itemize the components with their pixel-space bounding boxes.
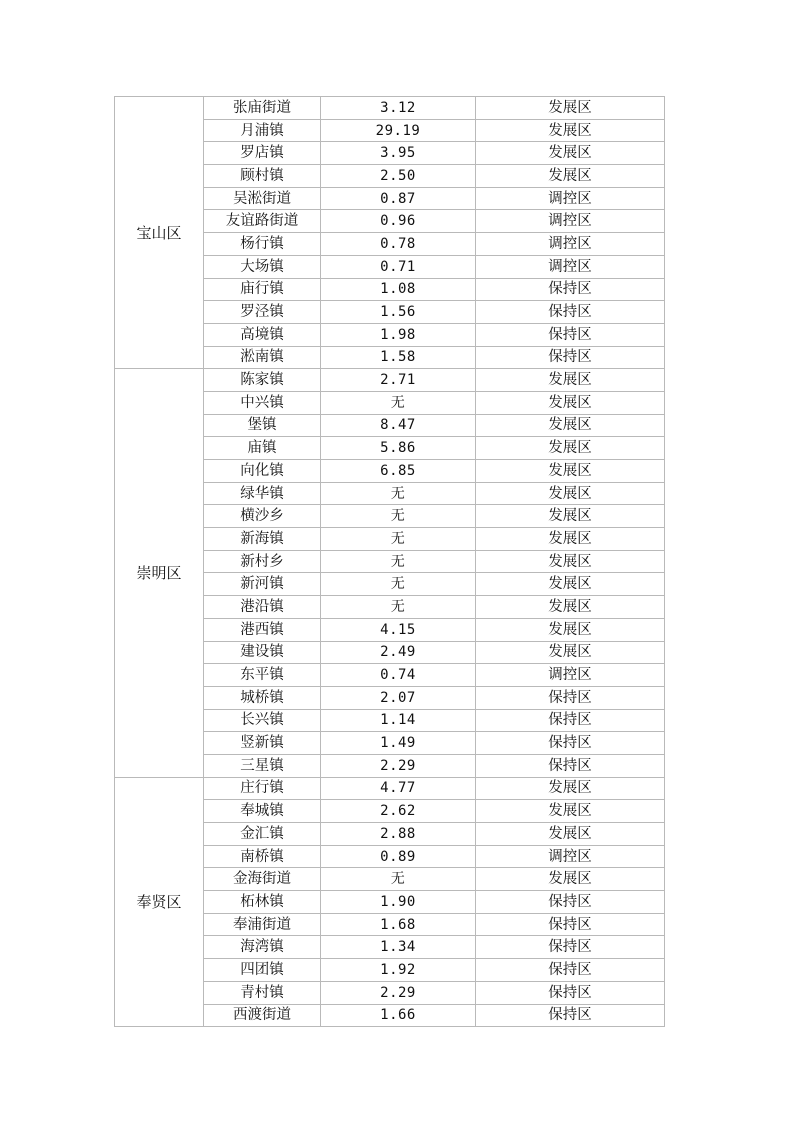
town-name-cell: 罗泾镇 [204,301,321,324]
table-body [115,97,665,1027]
value-cell: 2.50 [321,165,476,188]
zone-type-cell: 发展区 [476,505,665,528]
zone-type-cell: 保持区 [476,278,665,301]
zone-type-cell: 发展区 [476,97,665,120]
value-cell: 1.34 [321,936,476,959]
zone-type-cell: 发展区 [476,573,665,596]
town-name-cell: 新河镇 [204,573,321,596]
value-cell: 2.07 [321,686,476,709]
table-row [115,97,665,120]
value-cell: 3.95 [321,142,476,165]
town-name-cell: 月浦镇 [204,119,321,142]
value-cell: 无 [321,505,476,528]
town-name-cell: 城桥镇 [204,686,321,709]
value-cell: 3.12 [321,97,476,120]
town-name-cell: 柘林镇 [204,891,321,914]
town-name-cell: 庙镇 [204,437,321,460]
zone-type-cell: 发展区 [476,596,665,619]
town-name-cell: 建设镇 [204,641,321,664]
value-cell: 2.71 [321,369,476,392]
value-cell: 无 [321,868,476,891]
zone-type-cell: 保持区 [476,346,665,369]
district-name-cell: 崇明区 [115,369,204,777]
zone-type-cell: 调控区 [476,233,665,256]
value-cell: 0.71 [321,255,476,278]
town-name-cell: 金海街道 [204,868,321,891]
value-cell: 1.90 [321,891,476,914]
town-name-cell: 三星镇 [204,754,321,777]
town-name-cell: 长兴镇 [204,709,321,732]
town-name-cell: 陈家镇 [204,369,321,392]
value-cell: 6.85 [321,460,476,483]
town-name-cell: 四团镇 [204,959,321,982]
zone-type-cell: 保持区 [476,891,665,914]
table-row [115,369,665,392]
value-cell: 2.29 [321,754,476,777]
town-name-cell: 港沿镇 [204,596,321,619]
district-name-cell: 奉贤区 [115,777,204,1027]
zone-type-cell: 发展区 [476,550,665,573]
zone-type-cell: 发展区 [476,482,665,505]
value-cell: 无 [321,482,476,505]
zone-type-cell: 保持区 [476,709,665,732]
zone-type-cell: 发展区 [476,618,665,641]
town-name-cell: 吴淞街道 [204,187,321,210]
value-cell: 2.62 [321,800,476,823]
zone-type-cell: 发展区 [476,528,665,551]
value-cell: 1.08 [321,278,476,301]
zone-type-cell: 保持区 [476,301,665,324]
value-cell: 无 [321,596,476,619]
zone-type-cell: 保持区 [476,913,665,936]
town-name-cell: 海湾镇 [204,936,321,959]
value-cell: 无 [321,550,476,573]
town-name-cell: 高境镇 [204,323,321,346]
district-name-cell: 宝山区 [115,97,204,369]
value-cell: 0.74 [321,664,476,687]
town-name-cell: 青村镇 [204,981,321,1004]
zone-type-cell: 发展区 [476,165,665,188]
value-cell: 2.88 [321,823,476,846]
value-cell: 1.68 [321,913,476,936]
value-cell: 4.77 [321,777,476,800]
town-name-cell: 杨行镇 [204,233,321,256]
value-cell: 2.49 [321,641,476,664]
town-name-cell: 西渡街道 [204,1004,321,1027]
zone-type-cell: 发展区 [476,414,665,437]
zone-type-cell: 保持区 [476,936,665,959]
zone-type-cell: 调控区 [476,255,665,278]
town-name-cell: 新村乡 [204,550,321,573]
town-name-cell: 竖新镇 [204,732,321,755]
zone-type-cell: 保持区 [476,732,665,755]
town-name-cell: 新海镇 [204,528,321,551]
town-name-cell: 庄行镇 [204,777,321,800]
town-name-cell: 顾村镇 [204,165,321,188]
town-name-cell: 中兴镇 [204,391,321,414]
town-name-cell: 张庙街道 [204,97,321,120]
zone-type-cell: 保持区 [476,1004,665,1027]
town-name-cell: 横沙乡 [204,505,321,528]
zone-type-cell: 调控区 [476,210,665,233]
value-cell: 0.96 [321,210,476,233]
town-name-cell: 东平镇 [204,664,321,687]
value-cell: 29.19 [321,119,476,142]
table-row [115,777,665,800]
value-cell: 1.14 [321,709,476,732]
zone-type-cell: 发展区 [476,119,665,142]
value-cell: 1.92 [321,959,476,982]
town-name-cell: 堡镇 [204,414,321,437]
value-cell: 0.89 [321,845,476,868]
zone-type-cell: 发展区 [476,777,665,800]
zone-type-cell: 发展区 [476,437,665,460]
value-cell: 1.98 [321,323,476,346]
zone-type-cell: 保持区 [476,323,665,346]
zone-type-cell: 发展区 [476,823,665,846]
district-town-table [114,96,665,1027]
zone-type-cell: 保持区 [476,686,665,709]
zone-type-cell: 发展区 [476,142,665,165]
zone-type-cell: 保持区 [476,959,665,982]
value-cell: 1.56 [321,301,476,324]
town-name-cell: 奉城镇 [204,800,321,823]
town-name-cell: 南桥镇 [204,845,321,868]
zone-type-cell: 发展区 [476,641,665,664]
zone-type-cell: 调控区 [476,187,665,210]
value-cell: 4.15 [321,618,476,641]
zone-type-cell: 发展区 [476,460,665,483]
value-cell: 8.47 [321,414,476,437]
town-name-cell: 金汇镇 [204,823,321,846]
zone-type-cell: 保持区 [476,981,665,1004]
value-cell: 0.78 [321,233,476,256]
zone-type-cell: 调控区 [476,664,665,687]
value-cell: 2.29 [321,981,476,1004]
town-name-cell: 向化镇 [204,460,321,483]
town-name-cell: 港西镇 [204,618,321,641]
zone-type-cell: 发展区 [476,800,665,823]
value-cell: 无 [321,573,476,596]
zone-type-cell: 发展区 [476,369,665,392]
town-name-cell: 大场镇 [204,255,321,278]
town-name-cell: 奉浦街道 [204,913,321,936]
town-name-cell: 罗店镇 [204,142,321,165]
value-cell: 无 [321,528,476,551]
zone-type-cell: 调控区 [476,845,665,868]
zone-type-cell: 发展区 [476,868,665,891]
value-cell: 无 [321,391,476,414]
value-cell: 1.49 [321,732,476,755]
value-cell: 0.87 [321,187,476,210]
value-cell: 1.66 [321,1004,476,1027]
zone-type-cell: 发展区 [476,391,665,414]
value-cell: 1.58 [321,346,476,369]
town-name-cell: 庙行镇 [204,278,321,301]
value-cell: 5.86 [321,437,476,460]
zone-type-cell: 保持区 [476,754,665,777]
town-name-cell: 友谊路街道 [204,210,321,233]
town-name-cell: 绿华镇 [204,482,321,505]
town-name-cell: 淞南镇 [204,346,321,369]
